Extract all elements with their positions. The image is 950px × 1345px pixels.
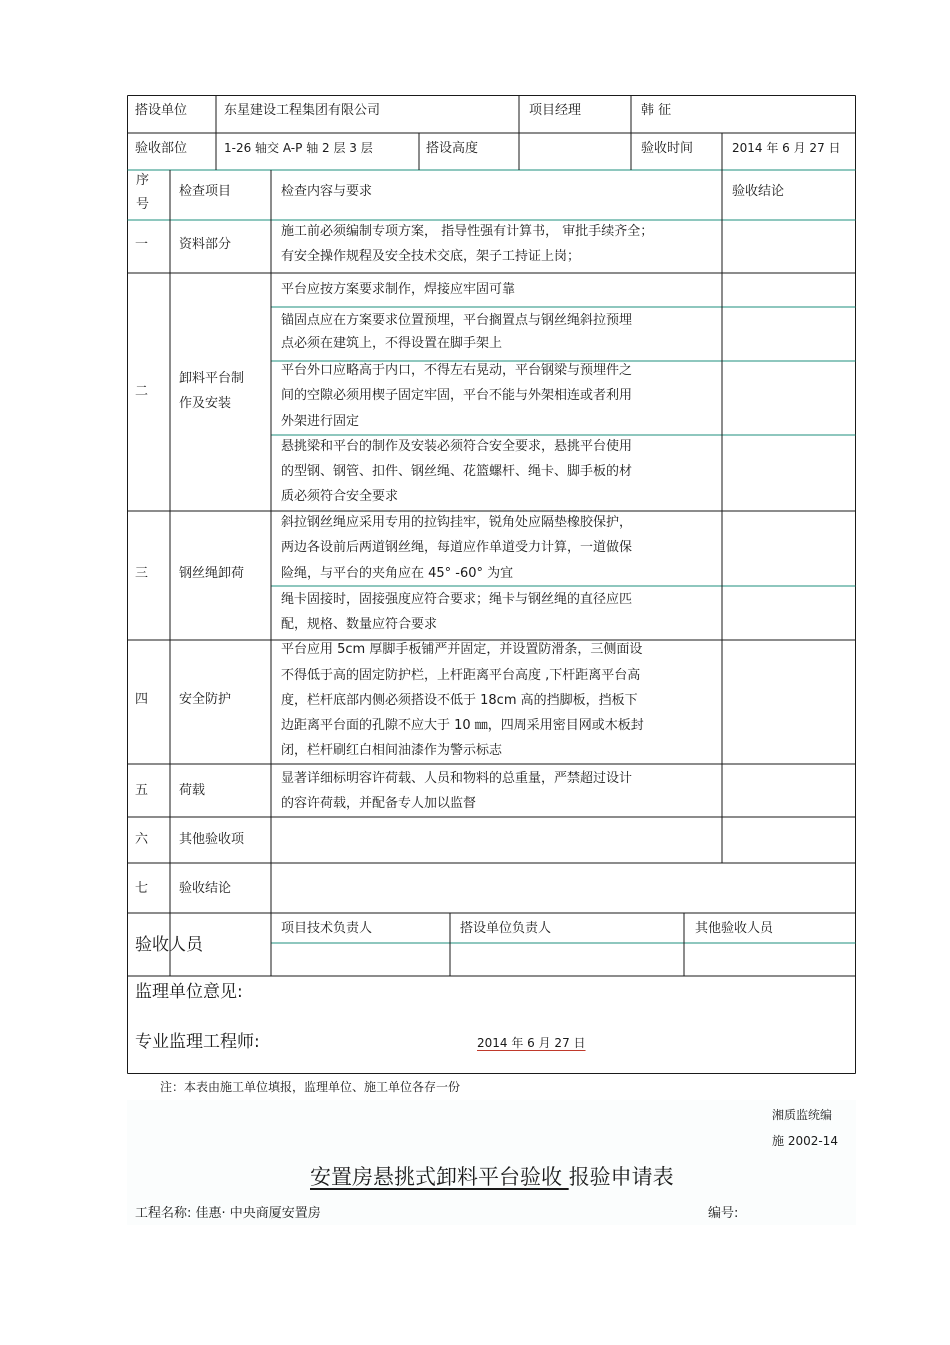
role-builder-lead: 搭设单位负责人	[460, 921, 552, 936]
content-4-line-1: 平台应用 5cm 厚脚手板铺严并固定，并设置防滑条，三侧面设	[281, 642, 643, 657]
time-value: 2014 年 6 月 27 日	[732, 141, 841, 155]
content-2-2-line-1: 锚固点应在方案要求位置预埋，平台搁置点与钢丝绳斜拉预埋	[281, 313, 633, 328]
location-label: 验收部位	[135, 141, 188, 156]
content-3-1-line-3: 险绳，与平台的夹角应在 45° -60° 为宜	[281, 566, 514, 581]
content-4-line-2: 不得低于高的固定防护栏，上杆距离平台高度 ,下杆距离平台高	[281, 668, 641, 683]
item-1: 资料部分	[179, 237, 232, 252]
supervision-date: 2014 年 6 月 27 日	[477, 1036, 586, 1050]
content-2-4-line-1: 悬挑梁和平台的制作及安装必须符合安全要求，悬挑平台使用	[281, 439, 633, 454]
conclusion-header: 验收结论	[732, 184, 785, 199]
form-code-line-2: 施 2002-14	[772, 1134, 838, 1148]
content-2-4-line-3: 质必须符合安全要求	[281, 489, 399, 504]
seq-2: 二	[135, 384, 149, 399]
content-4-line-4: 边距离平台面的孔隙不应大于 10 ㎜，四周采用密目网或木板封	[281, 718, 644, 733]
form-code-line-1: 湘质监统编	[772, 1108, 833, 1122]
content-header: 检查内容与要求	[281, 184, 373, 199]
time-label: 验收时间	[641, 141, 694, 156]
item-2-line-2: 作及安装	[179, 396, 232, 411]
role-other-inspectors: 其他验收人员	[695, 921, 774, 936]
content-1-1-line-1: 施工前必须编制专项方案， 指导性强有计算书， 审批手续齐全；	[281, 224, 654, 239]
item-4: 安全防护	[179, 692, 232, 707]
item-6: 其他验收项	[179, 832, 245, 847]
seq-7: 七	[135, 881, 149, 896]
seq-4: 四	[135, 692, 149, 707]
form-number-label: 编号:	[708, 1206, 739, 1221]
content-3-2-line-1: 绳卡固接时，固接强度应符合要求；绳卡与钢丝绳的直径应匹	[281, 592, 633, 607]
content-3-1-line-1: 斜拉钢丝绳应采用专用的拉钩挂牢，锐角处应隔垫橡胶保护，	[281, 515, 633, 530]
content-2-3-line-2: 间的空隙必须用楔子固定牢固，平台不能与外架相连或者利用	[281, 388, 633, 403]
item-header: 检查项目	[179, 184, 232, 199]
content-4-line-3: 度，栏杆底部内侧必须搭设不低于 18cm 高的挡脚板，挡板下	[281, 693, 638, 708]
form-title-underlined: 安置房悬挑式卸料平台验收	[310, 1165, 569, 1189]
supervision-engineer-label: 专业监理工程师:	[135, 1032, 260, 1052]
pm-value: 韩 征	[641, 103, 672, 118]
seq-header-1: 序	[136, 173, 150, 188]
content-3-2-line-2: 配，规格、数量应符合要求	[281, 617, 438, 632]
personnel-label: 验收人员	[135, 935, 203, 955]
project-name: 工程名称: 佳惠· 中央商厦安置房	[135, 1206, 321, 1221]
item-5: 荷载	[179, 783, 206, 798]
location-value: 1-26 轴交 A-P 轴 2 层 3 层	[224, 141, 373, 155]
content-2-3-line-1: 平台外口应略高于内口，不得左右晃动，平台钢梁与预埋件之	[281, 363, 633, 378]
footnote: 注：本表由施工单位填报，监理单位、施工单位各存一份	[160, 1080, 461, 1094]
content-4-line-5: 闭，栏杆刷红白相间油漆作为警示标志	[281, 743, 503, 758]
content-5-line-1: 显著详细标明容许荷载、人员和物料的总重量，严禁超过设计	[281, 771, 633, 786]
inspection-form	[127, 95, 856, 1074]
height-label: 搭设高度	[426, 141, 479, 156]
builder-label: 搭设单位	[135, 103, 188, 118]
seq-header-2: 号	[136, 197, 150, 212]
form-title	[310, 1162, 674, 1192]
item-7: 验收结论	[179, 881, 232, 896]
seq-1: 一	[135, 237, 149, 252]
content-2-1-line-1: 平台应按方案要求制作，焊接应牢固可靠	[281, 282, 516, 297]
pm-label: 项目经理	[529, 103, 582, 118]
content-1-1-line-2: 有安全操作规程及安全技术交底，架子工持证上岗；	[281, 249, 581, 264]
content-5-line-2: 的容许荷载，并配备专人加以监督	[281, 796, 477, 811]
content-2-2-line-2: 点必须在建筑上，不得设置在脚手架上	[281, 336, 503, 351]
builder-value: 东星建设工程集团有限公司	[224, 103, 381, 118]
seq-5: 五	[135, 783, 149, 798]
item-2-line-1: 卸料平台制	[179, 371, 245, 386]
seq-3: 三	[135, 566, 149, 581]
content-3-1-line-2: 两边各设前后两道钢丝绳，每道应作单道受力计算，一道做保	[281, 540, 633, 555]
supervision-opinion-label: 监理单位意见:	[135, 982, 243, 1002]
seq-6: 六	[135, 832, 149, 847]
content-2-4-line-2: 的型钢、钢管、扣件、钢丝绳、花篮螺杆、绳卡、脚手板的材	[281, 464, 633, 479]
role-project-tech: 项目技术负责人	[281, 921, 373, 936]
form-title-rest: 报验申请表	[568, 1165, 674, 1189]
content-2-3-line-3: 外架进行固定	[281, 414, 360, 429]
item-3: 钢丝绳卸荷	[179, 566, 245, 581]
